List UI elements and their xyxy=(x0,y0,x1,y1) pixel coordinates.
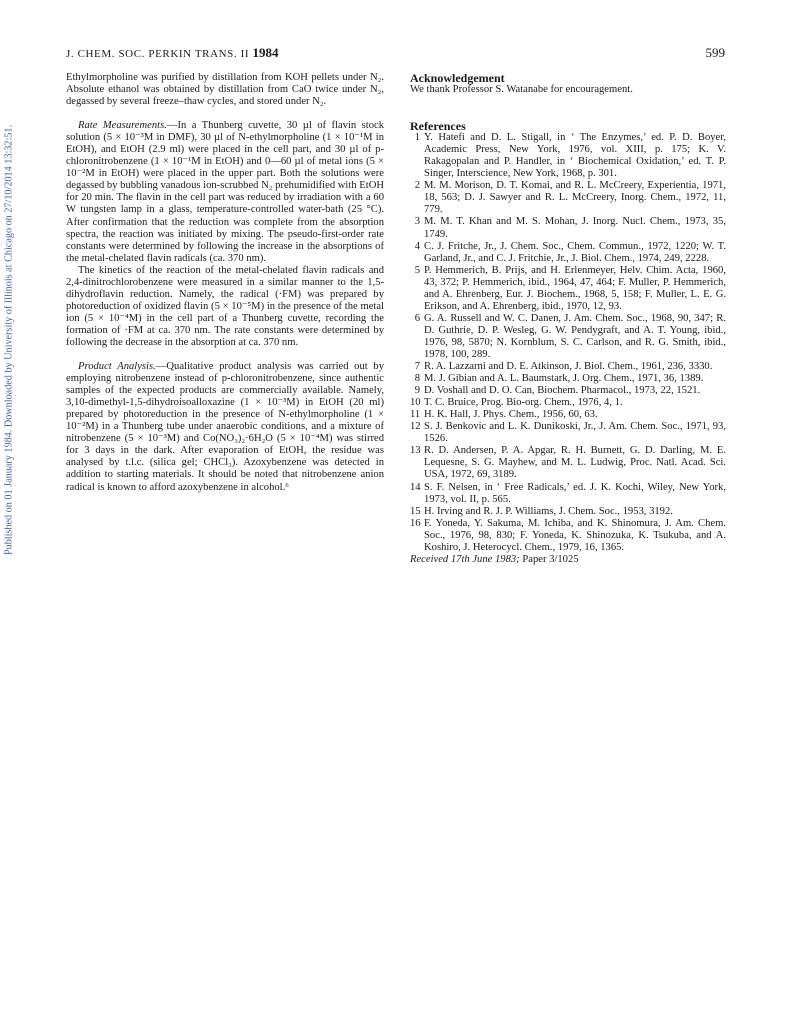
reference-item xyxy=(410,385,726,397)
reference-number: 12 xyxy=(410,421,421,433)
reference-item xyxy=(410,313,726,361)
reference-number: 9 xyxy=(414,385,420,397)
reference-item xyxy=(410,361,726,373)
watermark-text: Published on 01 January 1984. Downloaded by University of Illinois at Chicago on 27/10/2014 13:32:51. xyxy=(3,124,15,556)
product-heading: Product Analysis. xyxy=(78,361,156,373)
reference-item xyxy=(410,265,726,313)
reference-item xyxy=(410,373,726,385)
acknowledgement-text: We thank Professor S. Watanabe for encouragement. xyxy=(410,84,633,96)
reference-text: C. J. Fritche, Jr., J. Chem. Soc., Chem. Commun., 1972, 1220; W. T. Garland, Jr., and C. J. Fritchie, Jr., J. Biol. Chem., 1974, 249, 2228. xyxy=(424,240,726,264)
reference-item xyxy=(410,180,726,216)
reference-item xyxy=(410,216,726,240)
received-date: Received 17th June 1983; xyxy=(410,553,520,565)
reference-number: 14 xyxy=(410,481,421,493)
rate-text: —In a Thunberg cuvette, 30 µl of flavin stock solution (5 × 10⁻³M in DMF), 30 µl of N-ethylmorpholine (1 × 10⁻¹M in EtOH), and EtOH (2.9 ml) were placed in the cell part, and 30 µl of p-chloronitrobenzene (1 × 10⁻¹M in EtOH) and 0—60 µl of metal ions (5 × 10⁻²M in EtOH) were placed in the upper part. Both the solutions were degassed by bubbling vanadous ion-scrubbed N₂ prehumidified with EtOH for 20 min. The flavin in the cell part was reduced by irradiation with a 60 W tungsten lamp in a glass, temperature-controlled water-bath (25 °C). After confirmation that the reduction was complete from the absorption spectra, the reaction was initiated by mixing. The pseudo-first-order rate constants were determined by following the increase in the absorptions of the metal-chelated flavin radicals (ca. 370 nm). xyxy=(66,120,384,264)
reference-item xyxy=(410,409,726,421)
reference-text: P. Hemmerich, B. Prijs, and H. Erlenmeyer, Helv. Chim. Acta, 1960, 43, 372; P. Hemmerich, ibid., 1964, 47, 464; F. Muller, P. Hemmerich, and A. Ehrenberg, Eur. J. Biochem., 1968, 5, 158; F. Muller, L. E. G. Erikson, and A. Ehrenberg, ibid., 1970, 12, 93. xyxy=(424,264,726,312)
reference-number: 1 xyxy=(414,132,420,144)
rate-measurements-paragraph xyxy=(66,120,384,265)
reference-text: M. M. Morison, D. T. Komai, and R. L. McCreery, Experientia, 1971, 18, 563; D. J. Sawyer and R. L. McCreery, Inorg. Chem., 1972, 11, 779. xyxy=(424,180,726,216)
reference-number: 11 xyxy=(410,409,421,421)
reference-text: D. Voshall and D. O. Can, Biochem. Pharmacol., 1973, 22, 1521. xyxy=(424,385,701,397)
reference-number: 4 xyxy=(414,240,420,252)
journal-year: 1984 xyxy=(252,45,279,60)
reference-number: 15 xyxy=(410,505,421,517)
reference-number: 10 xyxy=(410,397,421,409)
reference-number: 5 xyxy=(414,264,420,276)
reference-text: M. J. Gibian and A. L. Baumstark, J. Org. Chem., 1971, 36, 1389. xyxy=(424,373,704,385)
running-header xyxy=(66,45,278,61)
reference-item xyxy=(410,445,726,481)
reference-text: S. F. Nelsen, in ‘ Free Radicals,’ ed. J. K. Kochi, Wiley, New York, 1973, vol. II, p. 565. xyxy=(424,481,726,505)
acknowledgement-heading: Acknowledgement xyxy=(410,71,505,85)
left-column xyxy=(66,72,384,494)
reference-text: R. A. Lazzarni and D. E. Atkinson, J. Biol. Chem., 1961, 236, 3330. xyxy=(424,361,713,373)
reference-item xyxy=(410,132,726,180)
reference-number: 2 xyxy=(414,180,420,192)
reference-text: S. J. Benkovic and L. K. Dunikoski, Jr., J. Am. Chem. Soc., 1971, 93, 1526. xyxy=(424,421,726,445)
reference-item xyxy=(410,506,726,518)
reference-text: M. M. T. Khan and M. S. Mohan, J. Inorg. Nucl. Chem., 1973, 35, 1749. xyxy=(424,216,726,240)
reference-item xyxy=(410,397,726,409)
reference-number: 3 xyxy=(414,216,420,228)
reference-number: 7 xyxy=(414,361,420,373)
received-line xyxy=(410,554,726,566)
references-heading: References xyxy=(410,119,466,134)
reference-item xyxy=(410,482,726,506)
reference-item xyxy=(410,241,726,265)
product-text: —Qualitative product analysis was carried out by employing nitrobenzene instead of p-chloronitrobenzene, since authentic samples of the expected products are commercially available. Namely, 3,10-dimethyl-1,5-dihydroisoalloxazine (1 × 10⁻³M) in EtOH (20 ml) prepared by photoreduction in the presence of N-ethylmorpholine (1 × 10⁻²M) in a Thunberg tube under anaerobic conditions, and a mixture of nitrobenzene (5 × 10⁻³M) and Co(NO₃)₂·6H₂O (5 × 10⁻⁴M) was stirred for 3 days in the dark. After evaporation of EtOH, the residue was analysed by t.l.c. (silica gel; CHCl₃). Azoxybenzene was detected in addition to starting materials. It should be noted that nitrobenzene anion radical is known to afford azoxybenzene in alcohol.⁶ xyxy=(66,361,384,493)
right-column xyxy=(410,72,726,566)
reference-number: 6 xyxy=(414,312,420,324)
reference-text: G. A. Russell and W. C. Danen, J. Am. Chem. Soc., 1968, 90, 347; R. D. Guthrie, D. P. Wesleg, G. W. Pendygraft, and A. T. Young, ibid., 1976, 98, 5870; N. Kornblum, S. C. Carlson, and R. G. Smith, ibid., 1978, 100, 289. xyxy=(424,312,726,360)
page-number: 599 xyxy=(705,45,725,60)
reference-text: H. Irving and R. J. P. Williams, J. Chem. Soc., 1953, 3192. xyxy=(424,505,673,517)
reference-number: 13 xyxy=(410,445,421,457)
journal-name: J. CHEM. SOC. PERKIN TRANS. II xyxy=(66,48,250,60)
reference-number: 16 xyxy=(410,517,421,529)
reference-item xyxy=(410,518,726,554)
reference-text: R. D. Andersen, P. A. Apgar, R. H. Burnett, G. D. Darling, M. E. Lequesne, S. G. Mayhew, and M. L. Ludwig, Proc. Natl. Acad. Sci. USA, 1972, 69, 3189. xyxy=(424,445,726,481)
reference-number: 8 xyxy=(414,373,420,385)
product-analysis-paragraph xyxy=(66,361,384,494)
reference-text: T. C. Bruice, Prog. Bio-org. Chem., 1976, 4, 1. xyxy=(424,397,623,409)
reference-text: F. Yoneda, Y. Sakuma, M. Ichiba, and K. Shinomura, J. Am. Chem. Soc., 1976, 98, 830; F. Yoneda, K. Shinozuka, K. Tsukuba, and A. Koshiro, J. Heterocycl. Chem., 1979, 16, 1365. xyxy=(424,517,726,553)
reference-item xyxy=(410,421,726,445)
reference-text: H. K. Hall, J. Phys. Chem., 1956, 60, 63. xyxy=(424,409,598,421)
paper-number: Paper 3/1025 xyxy=(522,553,579,565)
kinetics-paragraph: The kinetics of the reaction of the metal-chelated flavin radicals and 2,4-dinitrochlorobenzene were measured in a similar manner to the 1,5-dihydroflavin reduction. Namely, the radical (·FM) was prepared by photoreduction of oxidized flavin (5 × 10⁻⁵M) in the presence of the metal ion (5 × 10⁻⁴M) in the cell part of a Thunberg cuvette, recording the formation of ·FM at ca. 370 nm. The rate constants were determined by following the decrease in the absorption at ca. 370 nm. xyxy=(66,264,384,348)
reference-list xyxy=(410,132,726,554)
rate-heading: Rate Measurements. xyxy=(78,120,167,132)
intro-paragraph: Ethylmorpholine was purified by distillation from KOH pellets under N₂. Absolute ethanol was obtained by distillation from CaO twice under N₂, degassed by several freeze–thaw cycles, and stored under N₂. xyxy=(66,72,384,108)
reference-text: Y. Hatefi and D. L. Stigall, in ‘ The Enzymes,’ ed. P. D. Boyer, Academic Press, New York, 1976, vol. XIII, p. 175; K. V. Rakagopalan and P. Handler, in ‘ Biochemical Oxidation,’ ed. T. P. Singer, Interscience, New York, 1968, p. 301. xyxy=(424,132,726,180)
